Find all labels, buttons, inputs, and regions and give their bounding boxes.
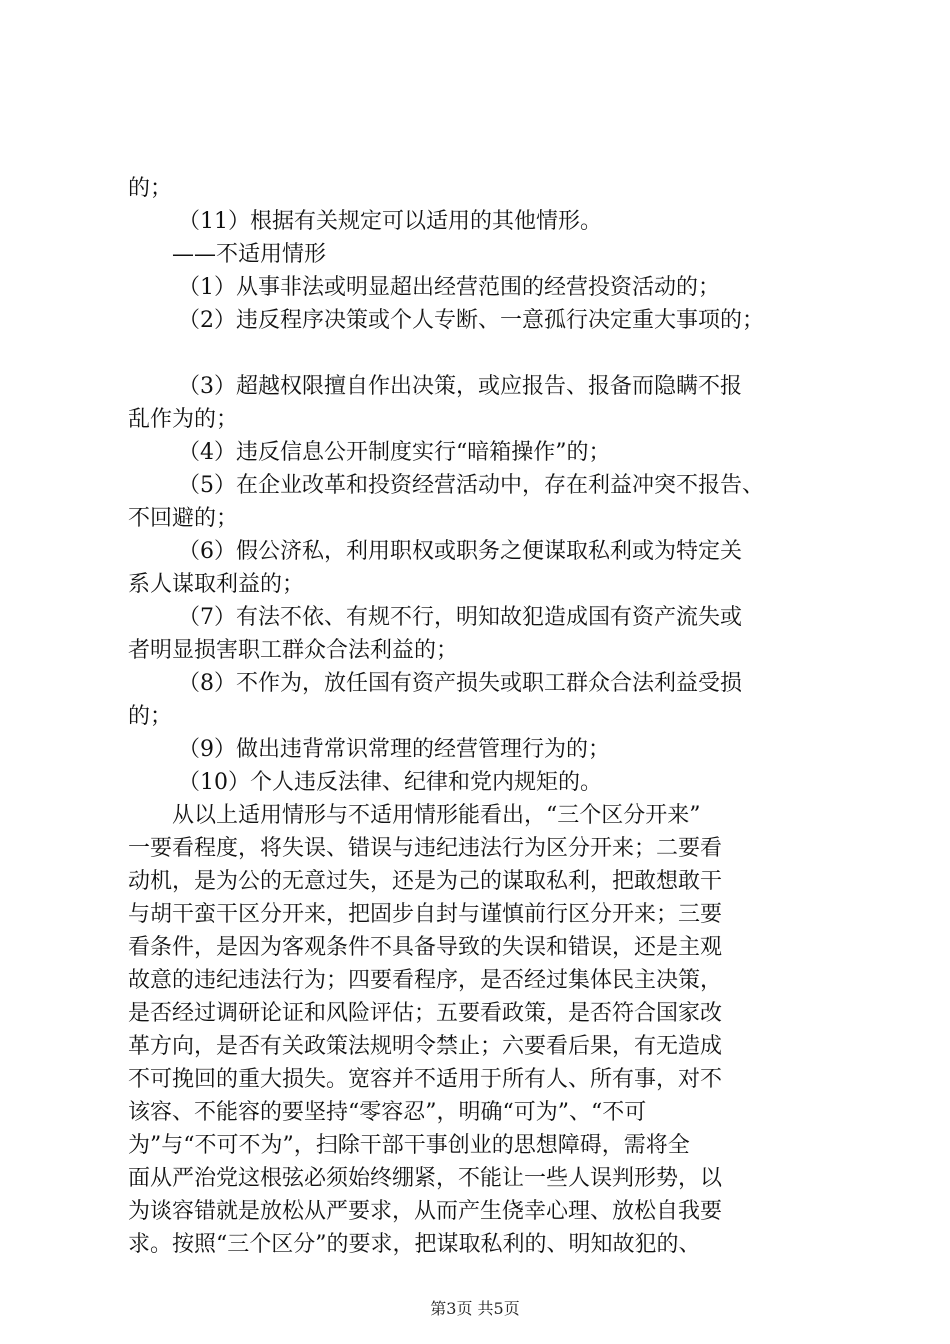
text-line: 动机，是为公的无意过失，还是为己的谋取私利，把敢想敢干 [128,869,723,894]
text-line: ——不适用情形 [172,242,327,267]
text-line: （10）个人违反法律、纪律和党内规矩的。 [178,770,602,795]
text-line: 求。按照“三个区分”的要求，把谋取私利的、明知故犯的、 [128,1232,701,1257]
text-line: 乱作为的； [128,407,239,432]
text-line: 为”与“不可不为”，扫除干部干事创业的思想障碍，需将全 [128,1133,690,1158]
text-line: 的； [128,704,173,729]
text-line: 一要看程度，将失误、错误与违纪违法行为区分开来；二要看 [128,836,723,861]
page-number-label: 第3页 共5页 [430,1299,520,1318]
text-line: 系人谋取利益的； [128,572,305,597]
text-line: 从以上适用情形与不适用情形能看出，“三个区分开来” [172,803,701,828]
text-line: 革方向，是否有关政策法规明令禁止；六要看后果，有无造成 [128,1034,723,1059]
text-line: （6）假公济私，利用职权或职务之便谋取私利或为特定关 [178,539,742,564]
text-line: 与胡干蛮干区分开来，把固步自封与谨慎前行区分开来；三要 [128,902,723,927]
document-body [128,172,840,1261]
text-line: （11）根据有关规定可以适用的其他情形。 [178,209,602,234]
text-line: （7）有法不依、有规不行，明知故犯造成国有资产流失或 [178,605,742,630]
text-line: 的； [128,176,173,201]
text-line: （4）违反信息公开制度实行“暗箱操作”的； [178,440,611,465]
text-line: （8）不作为，放任国有资产损失或职工群众合法利益受损 [178,671,742,696]
text-line: （2）违反程序决策或个人专断、一意孤行决定重大事项的； [178,308,764,333]
text-line: （9）做出违背常识常理的经营管理行为的； [178,737,610,762]
text-line: 故意的违纪违法行为；四要看程序，是否经过集体民主决策， [128,968,723,993]
text-line: 为谈容错就是放松从严要求，从而产生侥幸心理、放松自我要 [128,1199,723,1224]
blank-line [128,337,840,370]
text-line: 不可挽回的重大损失。宽容并不适用于所有人、所有事，对不 [128,1067,723,1092]
text-line: 面从严治党这根弦必须始终绷紧，不能让一些人误判形势，以 [128,1166,723,1191]
text-line: （3）超越权限擅自作出决策，或应报告、报备而隐瞒不报 [178,374,742,399]
page-footer [0,1296,950,1319]
text-line: 该容、不能容的要坚持“零容忍”，明确“可为”、“不可 [128,1100,647,1125]
text-line: 不回避的； [128,506,239,531]
text-line: 者明显损害职工群众合法利益的； [128,638,459,663]
text-line: （1）从事非法或明显超出经营范围的经营投资活动的； [178,275,720,300]
text-line: 看条件，是因为客观条件不具备导致的失误和错误，还是主观 [128,935,723,960]
text-line: （5）在企业改革和投资经营活动中，存在利益冲突不报告、 [178,473,764,498]
text-line: 是否经过调研论证和风险评估；五要看政策，是否符合国家改 [128,1001,723,1026]
